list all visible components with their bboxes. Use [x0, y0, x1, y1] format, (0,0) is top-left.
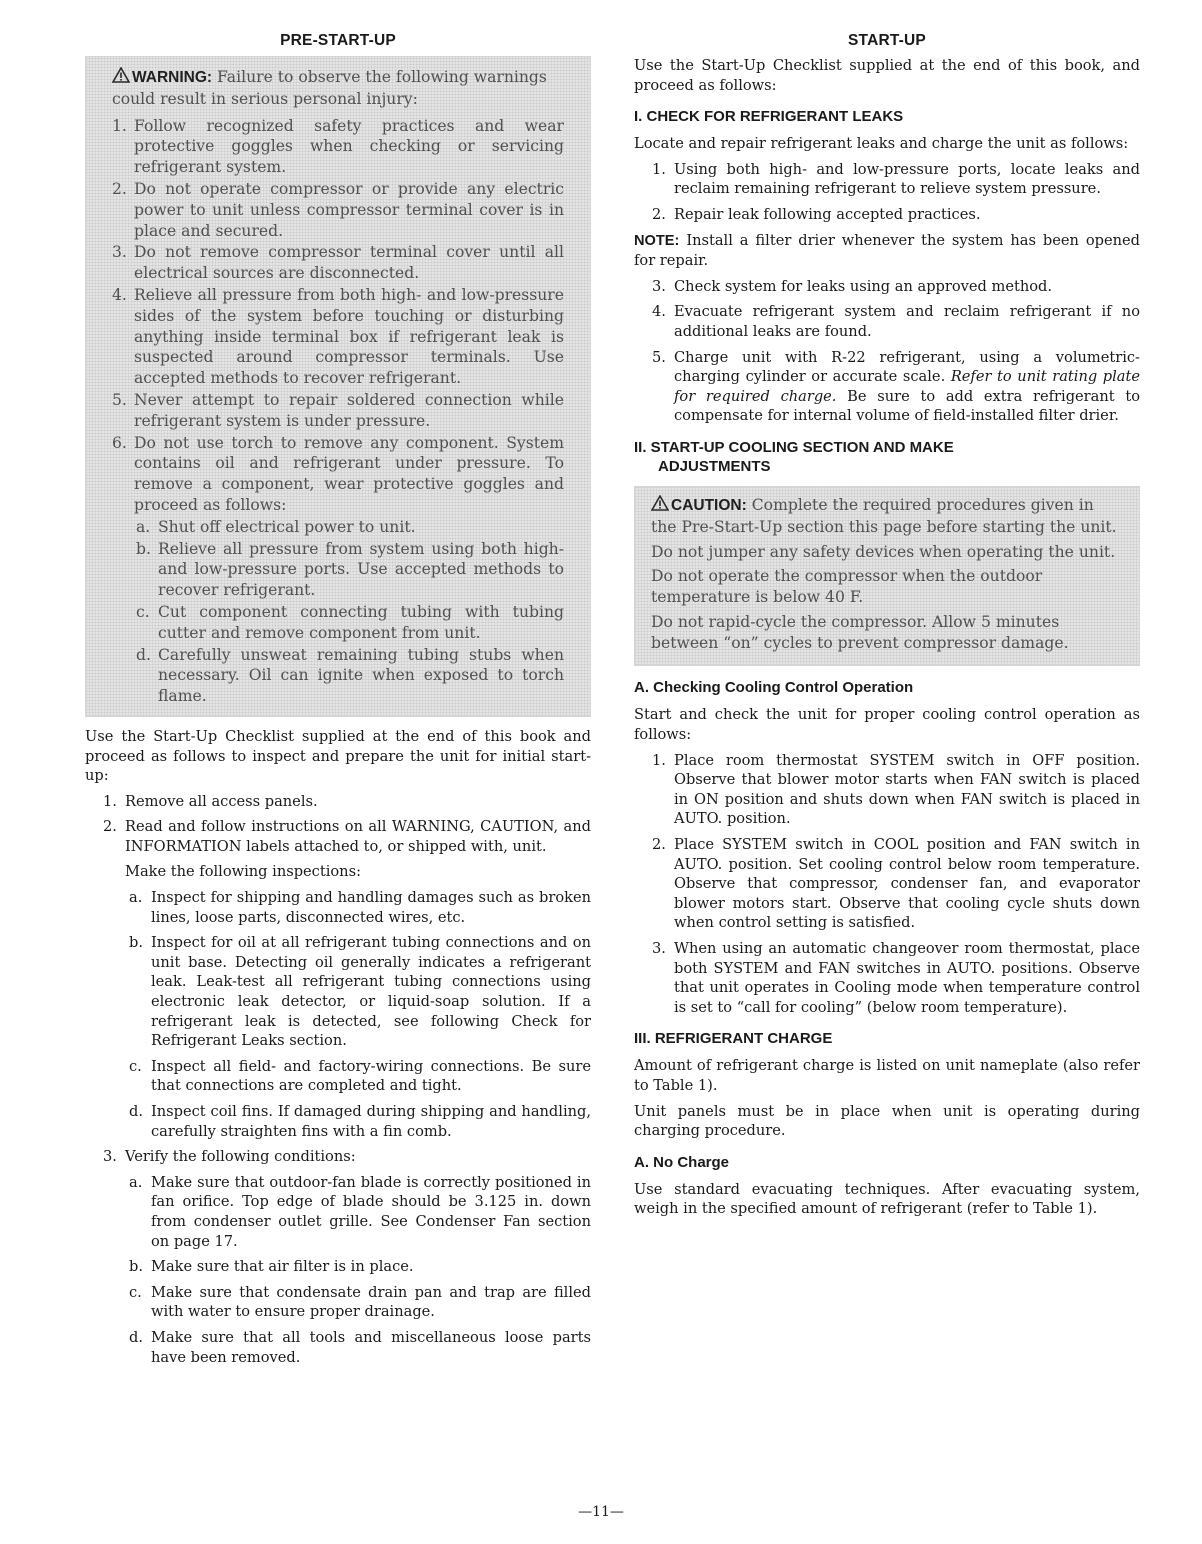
- cooling-intro: Start and check the unit for proper cooling control operation as follows:: [634, 706, 1140, 744]
- warning-intro: [112, 67, 564, 110]
- charge-p1: Amount of refrigerant charge is listed on unit nameplate (also refer to Table 1).: [634, 1057, 1140, 1094]
- step-text: Verify the following conditions:: [125, 1148, 356, 1166]
- leak-step-text: Evacuate refrigerant system and reclaim refrigerant if no additional leaks are found.: [674, 303, 1140, 340]
- warning-item: Do not remove compressor terminal cover until all electrical sources are disconnected.: [134, 243, 564, 283]
- warning-subitem: Carefully unsweat remaining tubing stubs when necessary. Oil can ignite when exposed to torch flame.: [158, 645, 564, 706]
- leak-step-num: 2.: [652, 205, 666, 223]
- warning-triangle-icon: [112, 67, 130, 83]
- cooling-step-text: Place room thermostat SYSTEM switch in OFF position. Observe that blower motor starts when FAN switch is placed in ON position and shuts down when FAN switch is placed in AUTO. position.: [674, 751, 1140, 828]
- leaks-intro: Locate and repair refrigerant leaks and charge the unit as follows:: [634, 135, 1129, 153]
- warning-item: Follow recognized safety practices and wear protective goggles when checking or servicing refrigerant system.: [134, 116, 564, 177]
- warning-item-num: 6.: [112, 433, 127, 452]
- inspection-num: b.: [129, 934, 143, 952]
- condition-num: c.: [129, 1283, 142, 1301]
- cooling-step-num: 3.: [652, 940, 666, 958]
- leak-step-num: 4.: [652, 303, 666, 321]
- caution-label: CAUTION:: [671, 496, 747, 514]
- leak-step-num: 1.: [652, 160, 666, 178]
- start-up-title: START-UP: [848, 32, 926, 49]
- cooling-step-text: Place SYSTEM switch in COOL position and FAN switch in AUTO. position. Set cooling control below room temperature. Observe that compressor, condenser fan, and evaporator blower motors start. Observe that cooling cycle shuts down when control setting is satisfied.: [674, 836, 1140, 932]
- warning-item: Do not use torch to remove any component. System contains oil and refrigerant under pressure. To remove a component, wear protective goggles and proceed as follows:: [134, 433, 564, 514]
- caution-text: Complete the required procedures given in the Pre-Start-Up section this page before starting the unit.: [651, 495, 1117, 536]
- warning-subitem-num: d.: [136, 645, 151, 664]
- inspection-num: a.: [129, 889, 143, 907]
- step5-text-b: Be sure to add extra refrigerant to compensate for internal volume of field-installed filter drier.: [674, 387, 1140, 425]
- warning-subitem-num: c.: [136, 602, 150, 621]
- warning-subitem: Relieve all pressure from system using both high- and low-pressure ports. Use accepted methods to recover refrigerant.: [158, 539, 564, 600]
- warning-item: Do not operate compressor or provide any electric power to unit unless compressor terminal cover is in place and secured.: [134, 179, 564, 240]
- page-number: —11—: [578, 1504, 624, 1520]
- step-text: Remove all access panels.: [125, 792, 318, 810]
- warning-subitem: Cut component connecting tubing with tubing cutter and remove component from unit.: [158, 602, 564, 642]
- refrigerant-charge-heading: III. REFRIGERANT CHARGE: [634, 1030, 833, 1048]
- leak-step-num: 5.: [652, 348, 666, 366]
- left-column: [85, 32, 591, 1373]
- cooling-heading: [634, 438, 1140, 476]
- inspection-num: d.: [129, 1103, 143, 1120]
- warning-item-num: 4.: [112, 285, 127, 304]
- step5-text-a: Charge unit with R-22 refrigerant, using a volumetric-charging cylinder or accurate scale.: [674, 348, 1140, 386]
- leak-step-text: Check system for leaks using an approved method.: [674, 277, 1053, 295]
- warning-intro-text: Failure to observe the following warnings could result in serious personal injury:: [112, 68, 547, 108]
- inspection-text: Inspect for shipping and handling damages such as broken lines, loose parts, disconnected wires, etc.: [151, 889, 591, 926]
- leak-step-text: Repair leak following accepted practices.: [674, 205, 981, 223]
- step5-text-emphasis: Refer to unit rating plate for required charge.: [674, 368, 1140, 405]
- inspection-num: c.: [129, 1057, 142, 1075]
- warning-subitem: Shut off electrical power to unit.: [158, 517, 416, 536]
- condition-num: a.: [129, 1173, 143, 1191]
- inspection-text: Inspect all field- and factory-wiring connections. Be sure that connections are completed and tight.: [151, 1057, 591, 1095]
- caution-box: [634, 486, 1140, 667]
- cooling-step-num: 2.: [652, 836, 666, 854]
- start-up-intro: Use the Start-Up Checklist supplied at the end of this book, and proceed as follows:: [634, 57, 1140, 94]
- warning-item: Never attempt to repair soldered connection while refrigerant system is under pressure.: [134, 390, 564, 430]
- warning-box: [85, 56, 591, 717]
- no-charge-heading: A. No Charge: [634, 1153, 730, 1171]
- charge-p3: Use standard evacuating techniques. After evacuating system, weigh in the specified amount of refrigerant (refer to Table 1).: [634, 1180, 1140, 1218]
- warning-item-num: 5.: [112, 390, 127, 409]
- caution-line: Do not operate the compressor when the outdoor temperature is below 40 F.: [651, 567, 1043, 607]
- warning-subitem-num: a.: [136, 517, 151, 536]
- condition-num: d.: [129, 1328, 143, 1346]
- cooling-step-num: 1.: [652, 751, 666, 769]
- warning-subitem-num: b.: [136, 539, 151, 558]
- cooling-heading-line2: ADJUSTMENTS: [658, 457, 771, 475]
- pre-start-intro: Use the Start-Up Checklist supplied at the end of this book and proceed as follows to inspect and prepare the unit for initial start-up:: [85, 727, 591, 785]
- step-num: 3.: [103, 1148, 117, 1166]
- condition-text: Make sure that outdoor-fan blade is correctly positioned in fan orifice. Top edge of blade should be 3.125 in. down from condenser outlet grille. See Condenser Fan section on page 17.: [151, 1173, 591, 1250]
- pre-start-up-title: PRE-START-UP: [280, 32, 396, 49]
- cooling-step-text: When using an automatic changeover room thermostat, place both SYSTEM and FAN switches in AUTO. positions. Observe that unit operates in Cooling mode when temperature control is set to “call for cooling” (below room temperature).: [674, 940, 1140, 1016]
- condition-text: Make sure that air filter is in place.: [151, 1258, 414, 1276]
- caution-line: [651, 495, 1123, 538]
- leak-step-text: [674, 348, 1140, 426]
- note-text: Install a filter drier whenever the system has been opened for repair.: [634, 231, 1140, 270]
- inspections-lead: Make the following inspections:: [125, 863, 361, 881]
- inspection-text: Inspect for oil at all refrigerant tubing connections and on unit base. Detecting oil generally indicates a refrigerant leak. Leak-test all refrigerant tubing connections using electronic leak detector, or liquid-soap solution. If a refrigerant leak is detected, see following Check for Refrigerant Leaks section.: [151, 934, 591, 1050]
- warning-item-num: 3.: [112, 243, 127, 262]
- step-num: 2.: [103, 818, 117, 836]
- check-leaks-heading: I. CHECK FOR REFRIGERANT LEAKS: [634, 108, 904, 126]
- step-num: 1.: [103, 792, 117, 810]
- caution-line: Do not rapid-cycle the compressor. Allow 5 minutes between “on” cycles to prevent compressor damage.: [651, 612, 1069, 652]
- cooling-control-heading: A. Checking Cooling Control Operation: [634, 679, 914, 697]
- caution-line: Do not jumper any safety devices when operating the unit.: [651, 542, 1116, 561]
- caution-triangle-icon: [651, 495, 669, 511]
- warning-item-num: 1.: [112, 116, 127, 135]
- step-text: Read and follow instructions on all WARNING, CAUTION, and INFORMATION labels attached to, or shipped with, unit.: [125, 818, 591, 855]
- warning-item-num: 2.: [112, 179, 127, 198]
- leak-step-num: 3.: [652, 277, 666, 295]
- warning-item: Relieve all pressure from both high- and low-pressure sides of the system before touching or disturbing anything inside terminal box if refrigerant leak is suspected around compressor terminals. Use accepted methods to recover refrigerant.: [134, 285, 564, 388]
- condition-text: Make sure that all tools and miscellaneous loose parts have been removed.: [151, 1328, 591, 1366]
- cooling-heading-line1: II. START-UP COOLING SECTION AND MAKE: [634, 438, 954, 456]
- right-column: [634, 32, 1140, 1225]
- leak-step-text: Using both high- and low-pressure ports, locate leaks and reclaim remaining refrigerant to relieve system pressure.: [674, 160, 1140, 198]
- note-label: NOTE:: [634, 232, 680, 249]
- note: [634, 231, 1140, 271]
- inspection-text: Inspect coil fins. If damaged during shipping and handling, carefully straighten fins with a fin comb.: [151, 1103, 591, 1140]
- condition-text: Make sure that condensate drain pan and trap are filled with water to ensure proper drainage.: [151, 1283, 591, 1321]
- charge-p2: Unit panels must be in place when unit is operating during charging procedure.: [634, 1102, 1140, 1140]
- warning-label: WARNING:: [132, 69, 213, 86]
- condition-num: b.: [129, 1258, 143, 1276]
